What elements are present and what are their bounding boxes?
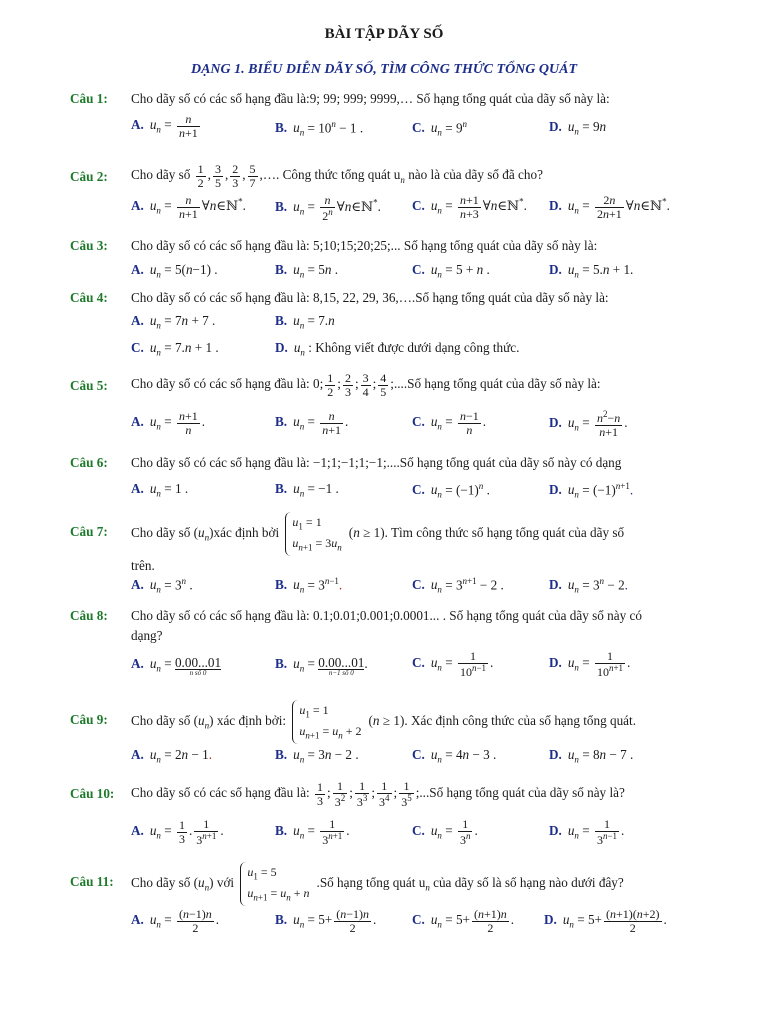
option-c: C. $u_n$ = $\frac{n-1}{n}$ . (412, 409, 487, 437)
option-d: D. $u_n = (-1)^{n+1}$. (549, 481, 634, 501)
option-d: D. $u_n = 5+$ $\frac{(n+1)(n+2)}{2}$ . (544, 907, 667, 935)
question-label: Câu 3: (70, 238, 108, 253)
option-c: C. $u_n = 9^n$ (412, 119, 468, 139)
question-text: Cho dãy số có các số hạng đầu là: −1;1;−1;1;−1;....Số hạng tổng quát của dãy số này có dạng (131, 455, 622, 470)
option-d: D. $u_n = 5.n + 1$. (549, 262, 634, 280)
question-text: Cho dãy số $\frac{1}{2}$ , $\frac{3}{5}$ , $\frac{2}{3}$ , $\frac{5}{7}$ ,…. Công thức tổng quát $u_n$ nào là của dãy số đã cho? (131, 162, 543, 190)
question-text: Cho dãy số $(u_n)$ xác định bởi: $u_1 = 1$ $u_{n+1} = u_n + 2(n \ge 1)$. Xác định công thức của số hạng tổng quát. (131, 700, 636, 744)
option-a: A. $u_n = 1$ . (131, 481, 189, 499)
option-c: C. $u_n = 5+$ $\frac{(n+1)n}{2}$ . (412, 907, 515, 935)
question-label: Câu 11: (70, 874, 114, 889)
option-b: B. $u_n$ = $\frac{1}{3^{n+1}}$ . (275, 817, 350, 847)
option-b: B. $u_n = 3^{n-1}$. (275, 576, 343, 596)
question-text-line2: trên. (131, 558, 155, 573)
question-label: Câu 7: (70, 524, 108, 539)
option-d: D. $u_n$ = $\frac{2n}{2n+1}$ ∀n∈ℕ*. (549, 193, 670, 221)
option-a: A. $u_n$ = $\frac{n}{n+1}$ ∀n∈ℕ*. (131, 193, 246, 221)
option-d: D. $u_n$ = $\frac{1}{10^{n+1}}$ . (549, 649, 631, 679)
option-c: C. $u_n = 4n - 3$ . (412, 747, 497, 765)
question-label: Câu 1: (70, 91, 108, 106)
option-a: A. $u_n$ = $\frac{n}{n+1}$ (131, 112, 198, 140)
option-d: D. $u_n$ : Không viết được dưới dạng công thức. (275, 340, 520, 358)
page-title: BÀI TẬP DÃY SỐ (324, 26, 444, 42)
question-label: Câu 8: (70, 608, 108, 623)
section-title: DẠNG 1. BIỂU DIỄN DÃY SỐ, TÌM CÔNG THỨC TỔNG QUÁT (190, 62, 578, 77)
question-label: Câu 9: (70, 712, 108, 727)
question-text: Cho dãy số $(u_n)xác$ định bởi $u_1 = 1$ $u_{n+1} = 3u_n(n \ge 1)$. Tìm công thức số hạng tổng quát của dãy số (131, 512, 624, 556)
option-a: A. $u_n$ = 0.00...01 n số 0 (131, 655, 222, 678)
question-label: Câu 4: (70, 290, 108, 305)
option-b: B. $u_n = 5+$ $\frac{(n-1)n}{2}$ . (275, 907, 377, 935)
option-d: D. $u_n = 3^n - 2$. (549, 576, 628, 596)
option-b: B. $u_n$ = 0.00...01 n−1 số 0 . (275, 655, 368, 678)
option-a: A. $u_n = 7n + 7$ . (131, 313, 216, 331)
option-a: A. $u_n$ = $\frac{n+1}{n}$ . (131, 409, 206, 437)
question-text: Cho dãy số có các số hạng đầu là: $\frac{1}{3}$ ; $\frac{1}{3^2}$ ; $\frac{1}{3^3}$ ; $\frac{1}{3^4}$ ; $\frac{1}{3^5}$ ;...Số hạng tổng quát của dãy số này là? (131, 779, 625, 809)
option-a: A. $u_n = 2n - 1$. (131, 747, 213, 765)
option-d: D. $u_n$ = $\frac{n^2-n}{n+1}$ . (549, 409, 628, 439)
option-c: C. $u_n$ = $\frac{n+1}{n+3}$ ∀n∈ℕ*. (412, 193, 527, 221)
question-label: Câu 10: (70, 786, 115, 801)
question-label: Câu 6: (70, 455, 108, 470)
option-b: B. $u_n = 5n$ . (275, 262, 338, 280)
option-c: C. $u_n = (-1)^n$ . (412, 481, 490, 501)
option-a: A. $u_n = 3^n$ . (131, 576, 193, 596)
option-a: A. $u_n$ = $\frac{(n-1)n}{2}$ . (131, 907, 220, 935)
question-label: Câu 5: (70, 378, 108, 393)
option-c: C. $u_n = 7.n + 1$ . (131, 340, 219, 358)
option-c: C. $u_n$ = $\frac{1}{3^n}$ . (412, 817, 478, 847)
option-b: B. $u_n$ = $\frac{n}{2^n}$ ∀n∈ℕ*. (275, 193, 381, 223)
option-b: B. $u_n = 10^n - 1$ . (275, 119, 364, 139)
option-c: C. $u_n = 5 + n$ . (412, 262, 490, 280)
question-text: Cho dãy số có các số hạng đầu là:9; 99; 999; 9999,… Số hạng tổng quát của dãy số này là: (131, 91, 610, 106)
option-d: D. $u_n = 8n - 7$ . (549, 747, 634, 765)
question-text: Cho dãy số có các số hạng đầu là: 0.1;0.01;0.001;0.0001... . Số hạng tổng quát của dãy số này có (131, 608, 642, 623)
option-b: B. $u_n = -1$ . (275, 481, 339, 499)
option-c: C. $u_n$ = $\frac{1}{10^{n-1}}$ . (412, 649, 494, 679)
option-b: B. $u_n = 7.n$ (275, 313, 335, 331)
question-text-line2: dạng? (131, 628, 163, 643)
option-d: D. $u_n = 9n$ (549, 119, 607, 137)
option-d: D. $u_n$ = $\frac{1}{3^{n-1}}$ . (549, 817, 625, 847)
question-text: Cho dãy số có các số hạng đầu là: 8,15, 22, 29, 36,….Số hạng tổng quát của dãy số này là: (131, 290, 609, 305)
option-c: C. $u_n = 3^{n+1} - 2$ . (412, 576, 504, 596)
question-text: Cho dãy số có các số hạng đầu là: 5;10;15;20;25;... Số hạng tổng quát của dãy số này là: (131, 238, 598, 253)
question-text: Cho dãy số có các số hạng đầu là: 0; $\frac{1}{2}$ ; $\frac{2}{3}$ ; $\frac{3}{4}$ ; $\frac{4}{5}$ ;....Số hạng tổng quát của dãy số này là: (131, 371, 601, 399)
option-a: A. $u_n = 5(n-1)$ . (131, 262, 218, 280)
option-b: B. $u_n$ = $\frac{n}{n+1}$ . (275, 409, 349, 437)
question-label: Câu 2: (70, 169, 108, 184)
option-a: A. $u_n$ = $\frac{1}{3}$ . $\frac{1}{3^{n+1}}$ . (131, 817, 224, 847)
question-text: Cho dãy số $(u_n)$ với $u_1 = 5$ $u_{n+1} = u_n$ + n.Số hạng tổng quát $u_n$ của dãy số là số hạng nào dưới đây? (131, 862, 624, 906)
option-b: B. $u_n = 3n - 2$ . (275, 747, 359, 765)
